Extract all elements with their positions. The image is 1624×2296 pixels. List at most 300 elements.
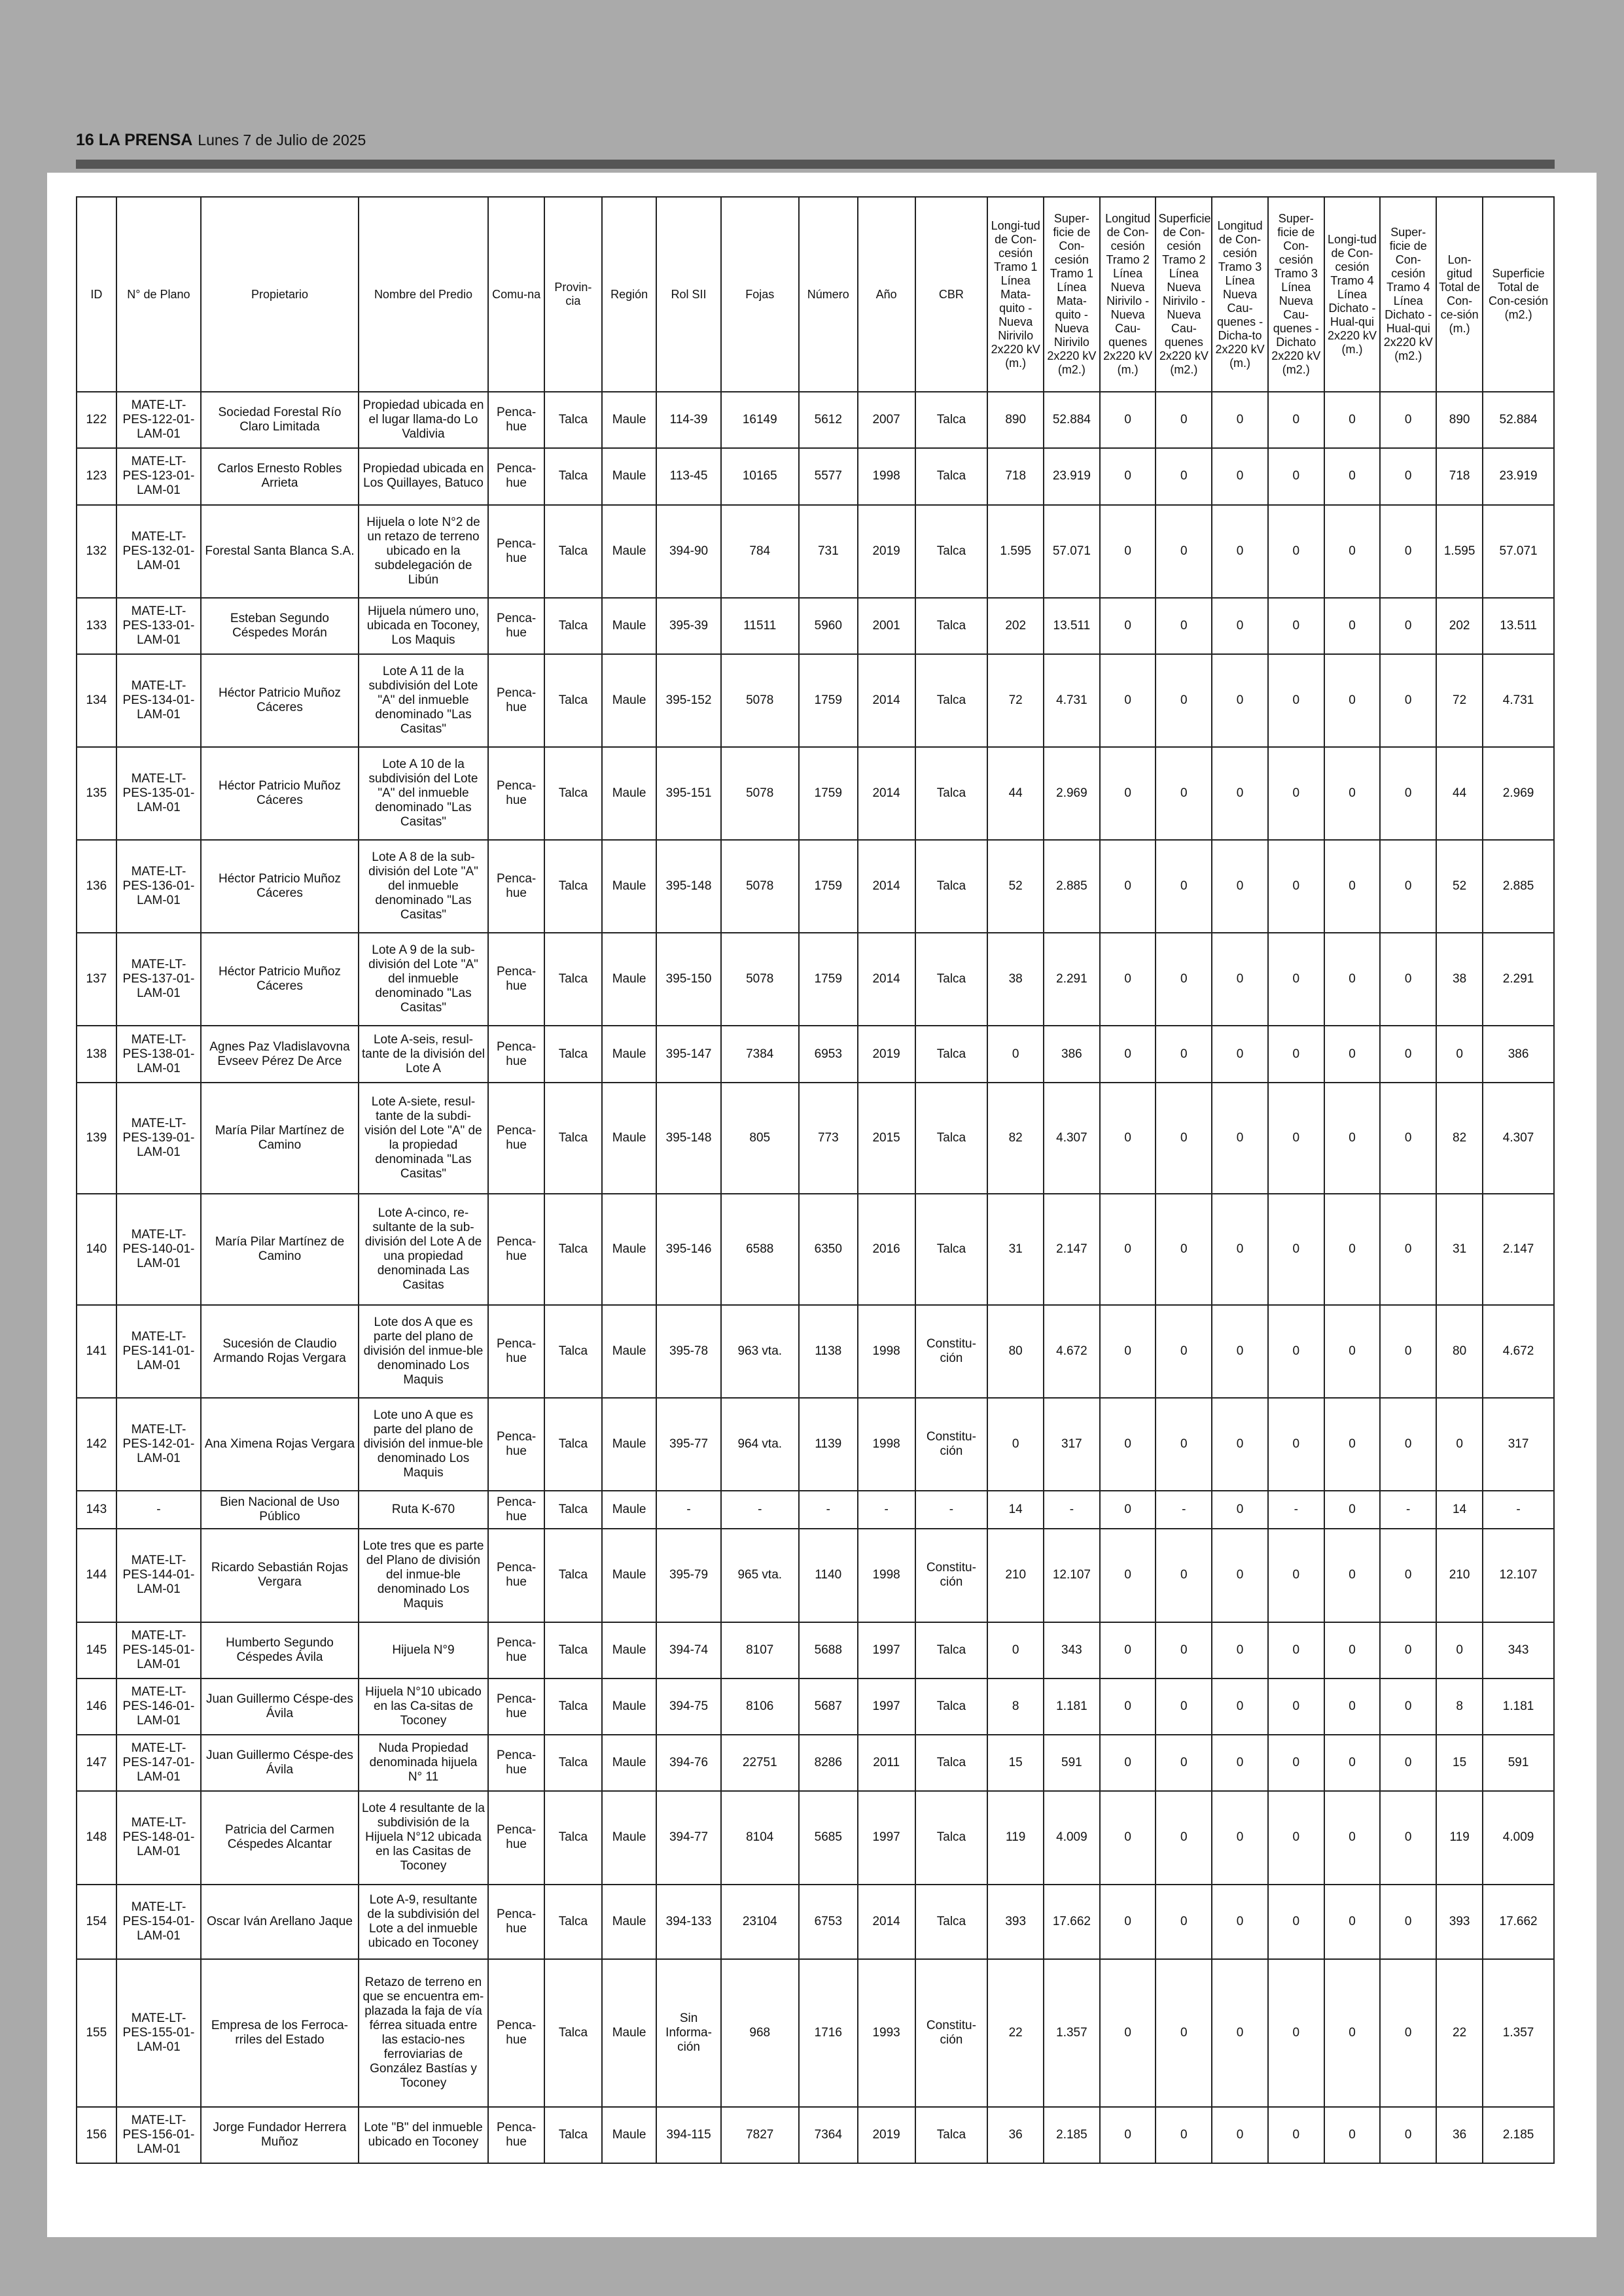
cell-rol-sii: 394-115 xyxy=(656,2107,720,2163)
cell-numero: 731 xyxy=(799,505,858,598)
cell-sup-t2: 0 xyxy=(1156,1398,1212,1491)
cell-predio: Hijuela N°10 ubicado en las Ca-sitas de Toconey xyxy=(359,1679,489,1735)
cell-fojas: 16149 xyxy=(721,392,799,448)
cell-numero: 1759 xyxy=(799,654,858,747)
cell-sup-t2: 0 xyxy=(1156,505,1212,598)
cell-long-total: 0 xyxy=(1436,1622,1483,1679)
cell-cbr: Talca xyxy=(915,654,988,747)
cell-predio: Hijuela número uno, ubicada en Toconey, Los Maquis xyxy=(359,598,489,654)
cell-long-t3: 0 xyxy=(1212,598,1268,654)
table-header xyxy=(77,197,1554,392)
cell-sup-t4: 0 xyxy=(1380,1026,1436,1082)
cell-numero: 7364 xyxy=(799,2107,858,2163)
cell-fojas: 22751 xyxy=(721,1735,799,1791)
cell-long-t3: 0 xyxy=(1212,1791,1268,1884)
cell-cbr: Talca xyxy=(915,1194,988,1305)
cell-sup-t3: - xyxy=(1268,1491,1324,1529)
table-body xyxy=(77,392,1554,2163)
cell-sup-t2: - xyxy=(1156,1491,1212,1529)
cell-long-t1: 36 xyxy=(987,2107,1044,2163)
cell-long-t3: 0 xyxy=(1212,840,1268,933)
cell-region: Maule xyxy=(602,2107,657,2163)
cell-sup-t4: 0 xyxy=(1380,1622,1436,1679)
column-header-sup-t2: Superficie de Con-cesión Tramo 2 Línea Nueva Nirivilo - Nueva Cau-quenes 2x220 kV (m2.) xyxy=(1156,197,1212,392)
cell-long-total: 119 xyxy=(1436,1791,1483,1884)
table-row xyxy=(77,1622,1554,1679)
cell-rol-sii: Sin Informa-ción xyxy=(656,1959,720,2107)
cell-fojas: 8104 xyxy=(721,1791,799,1884)
cell-sup-total: 4.009 xyxy=(1483,1791,1554,1884)
cell-cbr: Talca xyxy=(915,1735,988,1791)
cell-long-total: 890 xyxy=(1436,392,1483,448)
cell-anio: 2019 xyxy=(858,1026,915,1082)
cell-anio: 1998 xyxy=(858,1305,915,1398)
cell-provincia: Talca xyxy=(544,1194,602,1305)
cell-long-t4: 0 xyxy=(1324,1735,1381,1791)
cell-fojas: 805 xyxy=(721,1083,799,1194)
cell-provincia: Talca xyxy=(544,1398,602,1491)
cell-sup-t1: 2.885 xyxy=(1044,840,1100,933)
cell-long-total: 14 xyxy=(1436,1491,1483,1529)
cell-long-t2: 0 xyxy=(1100,840,1156,933)
cell-sup-t1: 1.181 xyxy=(1044,1679,1100,1735)
cell-comuna: Penca-hue xyxy=(488,2107,544,2163)
cell-region: Maule xyxy=(602,1491,657,1529)
table-row xyxy=(77,747,1554,840)
cell-long-t3: 0 xyxy=(1212,505,1268,598)
cell-sup-t1: 2.969 xyxy=(1044,747,1100,840)
cell-predio: Lote 4 resultante de la subdivisión de la Hijuela N°12 ubicada en las Casitas de Toconey xyxy=(359,1791,489,1884)
cell-long-t2: 0 xyxy=(1100,1679,1156,1735)
cell-sup-t4: 0 xyxy=(1380,1083,1436,1194)
cell-anio: 2015 xyxy=(858,1083,915,1194)
cell-predio: Lote A-seis, resul-tante de la división del Lote A xyxy=(359,1026,489,1082)
cell-sup-total: 1.181 xyxy=(1483,1679,1554,1735)
cell-sup-t2: 0 xyxy=(1156,2107,1212,2163)
cell-long-t1: 82 xyxy=(987,1083,1044,1194)
cell-fojas: 5078 xyxy=(721,747,799,840)
cell-region: Maule xyxy=(602,1679,657,1735)
cell-long-t1: 80 xyxy=(987,1305,1044,1398)
cell-predio: Lote "B" del inmueble ubicado en Toconey xyxy=(359,2107,489,2163)
cell-long-t1: 119 xyxy=(987,1791,1044,1884)
table-row xyxy=(77,1791,1554,1884)
cell-propietario: Bien Nacional de Uso Público xyxy=(201,1491,358,1529)
cell-plano: MATE-LT-PES-133-01-LAM-01 xyxy=(116,598,202,654)
cell-sup-total: 4.307 xyxy=(1483,1083,1554,1194)
newspaper-name: LA PRENSA xyxy=(98,131,193,149)
cell-id: 122 xyxy=(77,392,116,448)
cell-plano: MATE-LT-PES-155-01-LAM-01 xyxy=(116,1959,202,2107)
cell-predio: Lote A 9 de la sub-división del Lote "A" del inmueble denominado "Las Casitas" xyxy=(359,933,489,1026)
cell-cbr: Talca xyxy=(915,747,988,840)
cell-sup-t4: 0 xyxy=(1380,505,1436,598)
cell-rol-sii: - xyxy=(656,1491,720,1529)
cell-comuna: Penca-hue xyxy=(488,840,544,933)
cell-region: Maule xyxy=(602,1791,657,1884)
cell-long-t4: 0 xyxy=(1324,1959,1381,2107)
cell-fojas: 10165 xyxy=(721,448,799,504)
cell-anio: 1997 xyxy=(858,1679,915,1735)
cell-long-t1: 38 xyxy=(987,933,1044,1026)
cell-long-t1: 72 xyxy=(987,654,1044,747)
cell-long-t2: 0 xyxy=(1100,1885,1156,1959)
cell-long-t2: 0 xyxy=(1100,654,1156,747)
cell-numero: 5612 xyxy=(799,392,858,448)
cell-plano: MATE-LT-PES-139-01-LAM-01 xyxy=(116,1083,202,1194)
cell-long-t2: 0 xyxy=(1100,1735,1156,1791)
cell-rol-sii: 114-39 xyxy=(656,392,720,448)
cell-cbr: Talca xyxy=(915,933,988,1026)
cell-sup-t2: 0 xyxy=(1156,747,1212,840)
cell-sup-t2: 0 xyxy=(1156,598,1212,654)
cell-long-total: 8 xyxy=(1436,1679,1483,1735)
cell-sup-t2: 0 xyxy=(1156,1083,1212,1194)
cell-long-t3: 0 xyxy=(1212,933,1268,1026)
cell-propietario: Juan Guillermo Céspe-des Ávila xyxy=(201,1735,358,1791)
cell-long-t3: 0 xyxy=(1212,747,1268,840)
cell-long-total: 718 xyxy=(1436,448,1483,504)
cell-sup-t1: 23.919 xyxy=(1044,448,1100,504)
table-row xyxy=(77,840,1554,933)
cell-id: 146 xyxy=(77,1679,116,1735)
cell-comuna: Penca-hue xyxy=(488,1679,544,1735)
table-row xyxy=(77,392,1554,448)
cell-long-t1: 0 xyxy=(987,1398,1044,1491)
cell-long-t2: 0 xyxy=(1100,448,1156,504)
cell-fojas: - xyxy=(721,1491,799,1529)
table-row xyxy=(77,1959,1554,2107)
cell-predio: Propiedad ubicada en Los Quillayes, Batuco xyxy=(359,448,489,504)
cell-cbr: Talca xyxy=(915,1791,988,1884)
cell-provincia: Talca xyxy=(544,448,602,504)
cell-plano: MATE-LT-PES-147-01-LAM-01 xyxy=(116,1735,202,1791)
cell-predio: Nuda Propiedad denominada hijuela N° 11 xyxy=(359,1735,489,1791)
table-row xyxy=(77,598,1554,654)
cell-region: Maule xyxy=(602,598,657,654)
cell-id: 144 xyxy=(77,1529,116,1622)
cell-id: 138 xyxy=(77,1026,116,1082)
cell-sup-t1: 13.511 xyxy=(1044,598,1100,654)
cell-cbr: Talca xyxy=(915,2107,988,2163)
cell-predio: Hijuela o lote N°2 de un retazo de terreno ubicado en la subdelegación de Libún xyxy=(359,505,489,598)
cell-sup-t1: 52.884 xyxy=(1044,392,1100,448)
cell-propietario: Sociedad Forestal Río Claro Limitada xyxy=(201,392,358,448)
cell-anio: 1998 xyxy=(858,1398,915,1491)
table-row xyxy=(77,1529,1554,1622)
cell-region: Maule xyxy=(602,505,657,598)
cell-long-t4: 0 xyxy=(1324,1026,1381,1082)
cell-cbr: Talca xyxy=(915,1885,988,1959)
cell-sup-t2: 0 xyxy=(1156,1622,1212,1679)
cell-sup-total: 343 xyxy=(1483,1622,1554,1679)
cell-long-t1: 8 xyxy=(987,1679,1044,1735)
cell-numero: 5688 xyxy=(799,1622,858,1679)
table-row xyxy=(77,2107,1554,2163)
cell-sup-t4: 0 xyxy=(1380,1735,1436,1791)
cell-id: 154 xyxy=(77,1885,116,1959)
cell-long-t3: 0 xyxy=(1212,1026,1268,1082)
cell-rol-sii: 395-77 xyxy=(656,1398,720,1491)
cell-sup-t1: 1.357 xyxy=(1044,1959,1100,2107)
cell-long-t1: 718 xyxy=(987,448,1044,504)
cell-predio: Lote A-siete, resul-tante de la subdi-visión del Lote "A" de la propiedad denominada "Las Casitas" xyxy=(359,1083,489,1194)
cell-predio: Lote A 10 de la subdivisión del Lote "A" del inmueble denominado "Las Casitas" xyxy=(359,747,489,840)
cell-long-t4: 0 xyxy=(1324,1885,1381,1959)
cell-long-total: 15 xyxy=(1436,1735,1483,1791)
cell-cbr: Talca xyxy=(915,392,988,448)
cell-anio: 1997 xyxy=(858,1791,915,1884)
column-header-rol-sii: Rol SII xyxy=(656,197,720,392)
cell-sup-t1: 57.071 xyxy=(1044,505,1100,598)
cell-sup-total: 386 xyxy=(1483,1026,1554,1082)
cell-comuna: Penca-hue xyxy=(488,1194,544,1305)
cell-comuna: Penca-hue xyxy=(488,1735,544,1791)
cell-long-t3: 0 xyxy=(1212,1885,1268,1959)
cell-fojas: 11511 xyxy=(721,598,799,654)
cell-comuna: Penca-hue xyxy=(488,598,544,654)
cell-long-t1: 210 xyxy=(987,1529,1044,1622)
cell-anio: 2014 xyxy=(858,1885,915,1959)
cell-long-t1: 44 xyxy=(987,747,1044,840)
cell-sup-t3: 0 xyxy=(1268,1735,1324,1791)
cell-anio: 2014 xyxy=(858,840,915,933)
cell-anio: 2001 xyxy=(858,598,915,654)
cell-sup-t3: 0 xyxy=(1268,448,1324,504)
cell-sup-t2: 0 xyxy=(1156,392,1212,448)
cell-predio: Lote A-9, resultante de la subdivisión del Lote a del inmueble ubicado en Toconey xyxy=(359,1885,489,1959)
cell-propietario: Patricia del Carmen Céspedes Alcantar xyxy=(201,1791,358,1884)
cell-comuna: Penca-hue xyxy=(488,1791,544,1884)
column-header-cbr: CBR xyxy=(915,197,988,392)
cell-cbr: Talca xyxy=(915,1026,988,1082)
cell-plano: MATE-LT-PES-137-01-LAM-01 xyxy=(116,933,202,1026)
cell-cbr: Constitu-ción xyxy=(915,1305,988,1398)
cell-sup-t1: 2.291 xyxy=(1044,933,1100,1026)
cell-region: Maule xyxy=(602,1735,657,1791)
cell-provincia: Talca xyxy=(544,1959,602,2107)
table-row xyxy=(77,1885,1554,1959)
cell-sup-t3: 0 xyxy=(1268,1305,1324,1398)
cell-long-t1: 14 xyxy=(987,1491,1044,1529)
cell-provincia: Talca xyxy=(544,1791,602,1884)
cell-region: Maule xyxy=(602,1959,657,2107)
column-header-long-t1: Longi-tud de Con-cesión Tramo 1 Línea Mata-quito - Nueva Nirivilo 2x220 kV (m.) xyxy=(987,197,1044,392)
cell-long-t4: 0 xyxy=(1324,1679,1381,1735)
cell-long-t4: 0 xyxy=(1324,933,1381,1026)
cell-region: Maule xyxy=(602,933,657,1026)
cell-plano: MATE-LT-PES-134-01-LAM-01 xyxy=(116,654,202,747)
cell-sup-t1: 12.107 xyxy=(1044,1529,1100,1622)
cell-provincia: Talca xyxy=(544,1622,602,1679)
cell-sup-t3: 0 xyxy=(1268,1885,1324,1959)
cell-propietario: Forestal Santa Blanca S.A. xyxy=(201,505,358,598)
cell-fojas: 964 vta. xyxy=(721,1398,799,1491)
cell-sup-t3: 0 xyxy=(1268,1083,1324,1194)
cell-sup-t1: 4.731 xyxy=(1044,654,1100,747)
cell-sup-t1: 4.672 xyxy=(1044,1305,1100,1398)
cell-fojas: 7827 xyxy=(721,2107,799,2163)
cell-region: Maule xyxy=(602,840,657,933)
cell-sup-t3: 0 xyxy=(1268,1194,1324,1305)
cell-fojas: 23104 xyxy=(721,1885,799,1959)
table-row xyxy=(77,1491,1554,1529)
cell-region: Maule xyxy=(602,1529,657,1622)
cell-long-total: 44 xyxy=(1436,747,1483,840)
table-row xyxy=(77,1026,1554,1082)
cell-sup-t4: 0 xyxy=(1380,2107,1436,2163)
column-header-plano: N° de Plano xyxy=(116,197,202,392)
cell-long-t2: 0 xyxy=(1100,2107,1156,2163)
cell-sup-t1: 17.662 xyxy=(1044,1885,1100,1959)
cell-long-t4: 0 xyxy=(1324,1083,1381,1194)
cell-sup-t1: 317 xyxy=(1044,1398,1100,1491)
cell-long-t2: 0 xyxy=(1100,933,1156,1026)
column-header-provincia: Provin-cia xyxy=(544,197,602,392)
cell-id: 140 xyxy=(77,1194,116,1305)
cell-plano: MATE-LT-PES-122-01-LAM-01 xyxy=(116,392,202,448)
cell-region: Maule xyxy=(602,1885,657,1959)
cell-propietario: Carlos Ernesto Robles Arrieta xyxy=(201,448,358,504)
cell-sup-t4: 0 xyxy=(1380,1398,1436,1491)
cell-provincia: Talca xyxy=(544,840,602,933)
cell-fojas: 6588 xyxy=(721,1194,799,1305)
cell-id: 137 xyxy=(77,933,116,1026)
cell-sup-t1: - xyxy=(1044,1491,1100,1529)
cell-fojas: 968 xyxy=(721,1959,799,2107)
cell-anio: 2014 xyxy=(858,654,915,747)
cell-long-t2: 0 xyxy=(1100,1194,1156,1305)
column-header-sup-total: Superficie Total de Con-cesión (m2.) xyxy=(1483,197,1554,392)
cell-long-t3: 0 xyxy=(1212,1491,1268,1529)
cell-sup-t2: 0 xyxy=(1156,448,1212,504)
cell-sup-t2: 0 xyxy=(1156,1791,1212,1884)
table-row xyxy=(77,1398,1554,1491)
cell-id: 123 xyxy=(77,448,116,504)
cell-numero: 1138 xyxy=(799,1305,858,1398)
cell-long-total: 82 xyxy=(1436,1083,1483,1194)
cell-sup-t4: 0 xyxy=(1380,840,1436,933)
cell-sup-t3: 0 xyxy=(1268,933,1324,1026)
cell-long-t3: 0 xyxy=(1212,1305,1268,1398)
cell-long-t3: 0 xyxy=(1212,1194,1268,1305)
cell-predio: Propiedad ubicada en el lugar llama-do Lo Valdivia xyxy=(359,392,489,448)
cell-comuna: Penca-hue xyxy=(488,747,544,840)
cell-sup-t3: 0 xyxy=(1268,1959,1324,2107)
page-header xyxy=(76,131,366,150)
cell-rol-sii: 395-78 xyxy=(656,1305,720,1398)
cell-provincia: Talca xyxy=(544,1885,602,1959)
cell-sup-t3: 0 xyxy=(1268,1791,1324,1884)
cell-id: 134 xyxy=(77,654,116,747)
cell-sup-t2: 0 xyxy=(1156,1885,1212,1959)
cell-id: 141 xyxy=(77,1305,116,1398)
cell-provincia: Talca xyxy=(544,933,602,1026)
cell-sup-total: 4.731 xyxy=(1483,654,1554,747)
cell-sup-t3: 0 xyxy=(1268,505,1324,598)
cell-long-t3: 0 xyxy=(1212,2107,1268,2163)
cell-long-total: 393 xyxy=(1436,1885,1483,1959)
cell-cbr: Talca xyxy=(915,1622,988,1679)
cell-anio: - xyxy=(858,1491,915,1529)
cell-comuna: Penca-hue xyxy=(488,1529,544,1622)
header-rule xyxy=(76,160,1555,169)
cell-sup-t2: 0 xyxy=(1156,840,1212,933)
cell-sup-total: 2.885 xyxy=(1483,840,1554,933)
cell-propietario: Héctor Patricio Muñoz Cáceres xyxy=(201,840,358,933)
cell-sup-t4: 0 xyxy=(1380,1679,1436,1735)
cell-sup-t2: 0 xyxy=(1156,1679,1212,1735)
cell-cbr: Talca xyxy=(915,448,988,504)
cell-sup-t2: 0 xyxy=(1156,1735,1212,1791)
cell-sup-total: 591 xyxy=(1483,1735,1554,1791)
cell-anio: 2007 xyxy=(858,392,915,448)
cell-long-t4: 0 xyxy=(1324,2107,1381,2163)
cell-region: Maule xyxy=(602,448,657,504)
cell-long-t4: 0 xyxy=(1324,1194,1381,1305)
cell-plano: MATE-LT-PES-136-01-LAM-01 xyxy=(116,840,202,933)
cell-sup-t4: 0 xyxy=(1380,747,1436,840)
cell-propietario: Héctor Patricio Muñoz Cáceres xyxy=(201,654,358,747)
table-row xyxy=(77,1083,1554,1194)
cell-long-t4: 0 xyxy=(1324,747,1381,840)
cell-long-t3: 0 xyxy=(1212,1529,1268,1622)
cell-sup-t4: 0 xyxy=(1380,1305,1436,1398)
cell-sup-total: 57.071 xyxy=(1483,505,1554,598)
cell-region: Maule xyxy=(602,1083,657,1194)
cell-sup-t3: 0 xyxy=(1268,1026,1324,1082)
cell-comuna: Penca-hue xyxy=(488,1305,544,1398)
cell-region: Maule xyxy=(602,747,657,840)
cell-propietario: María Pilar Martínez de Camino xyxy=(201,1083,358,1194)
cell-comuna: Penca-hue xyxy=(488,505,544,598)
cell-long-t4: 0 xyxy=(1324,1791,1381,1884)
cell-comuna: Penca-hue xyxy=(488,392,544,448)
cell-comuna: Penca-hue xyxy=(488,448,544,504)
cell-sup-t4: 0 xyxy=(1380,933,1436,1026)
cell-long-t3: 0 xyxy=(1212,654,1268,747)
cell-anio: 2011 xyxy=(858,1735,915,1791)
cell-cbr: Constitu-ción xyxy=(915,1398,988,1491)
cell-propietario: Agnes Paz Vladislavovna Evseev Pérez De Arce xyxy=(201,1026,358,1082)
cell-id: 155 xyxy=(77,1959,116,2107)
cell-rol-sii: 395-148 xyxy=(656,1083,720,1194)
cell-propietario: Ana Ximena Rojas Vergara xyxy=(201,1398,358,1491)
cell-long-total: 202 xyxy=(1436,598,1483,654)
cell-sup-t1: 343 xyxy=(1044,1622,1100,1679)
cell-sup-t3: 0 xyxy=(1268,1398,1324,1491)
issue-date: Lunes 7 de Julio de 2025 xyxy=(198,131,366,148)
cell-sup-t2: 0 xyxy=(1156,1194,1212,1305)
cell-propietario: Ricardo Sebastián Rojas Vergara xyxy=(201,1529,358,1622)
cell-region: Maule xyxy=(602,1305,657,1398)
cell-long-total: 22 xyxy=(1436,1959,1483,2107)
cell-id: 156 xyxy=(77,2107,116,2163)
cell-id: 132 xyxy=(77,505,116,598)
cell-propietario: Sucesión de Claudio Armando Rojas Vergara xyxy=(201,1305,358,1398)
cell-region: Maule xyxy=(602,1398,657,1491)
cell-rol-sii: 113-45 xyxy=(656,448,720,504)
column-header-sup-t4: Super-ficie de Con-cesión Tramo 4 Línea Dichato - Hual-qui 2x220 kV (m2.) xyxy=(1380,197,1436,392)
cell-sup-total: 13.511 xyxy=(1483,598,1554,654)
cell-long-t2: 0 xyxy=(1100,747,1156,840)
cell-fojas: 963 vta. xyxy=(721,1305,799,1398)
cell-sup-t1: 386 xyxy=(1044,1026,1100,1082)
cell-numero: 1759 xyxy=(799,933,858,1026)
cell-predio: Hijuela N°9 xyxy=(359,1622,489,1679)
page-number: 16 xyxy=(76,131,94,149)
cell-long-t1: 1.595 xyxy=(987,505,1044,598)
